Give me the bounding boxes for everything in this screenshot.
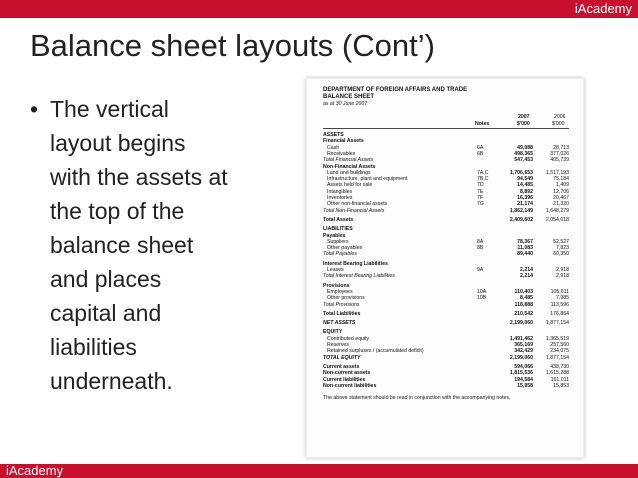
row-value-2006: 176,864	[550, 310, 569, 317]
row-note: 7D	[477, 182, 484, 189]
row-label: Other payables	[327, 245, 363, 252]
table-row	[323, 320, 569, 327]
row-value-2006: 113,596	[550, 301, 569, 308]
row-value-2007: 118,888	[514, 301, 533, 308]
row-value-2007: 11,083	[517, 245, 533, 252]
row-label: ASSETS	[323, 132, 344, 138]
row-label: Payables	[323, 232, 346, 239]
table-row	[323, 355, 569, 362]
row-value-2006: 234,075	[550, 348, 569, 355]
row-label: Non-current assets	[323, 370, 371, 377]
row-value-2007: 1,815,536	[509, 370, 533, 377]
row-value-2007: 1,862,149	[509, 207, 533, 214]
row-value-2006: 1,365,519	[545, 335, 569, 342]
row-label: Inventories	[327, 195, 353, 201]
row-value-2006: 7,823	[556, 245, 569, 252]
row-value-2006: 2,054,018	[545, 216, 569, 223]
doc-date: as at 30 June 2007	[323, 101, 368, 107]
row-label: Other provisions	[327, 295, 365, 302]
bullet-dot: •	[30, 96, 39, 122]
row-value-2007: 21,174	[517, 201, 533, 208]
row-value-2007: 2,199,060	[509, 354, 533, 361]
row-label: Total Liabilities	[323, 310, 361, 317]
row-note: 6A	[477, 144, 484, 151]
row-label: Total Provisions	[323, 301, 360, 308]
row-value-2006: 15,853	[553, 382, 569, 389]
row-value-2007: 194,584	[514, 376, 533, 383]
row-label: Intangibles	[327, 188, 353, 195]
row-value-2006: 2,918	[556, 267, 569, 273]
row-value-2006: 60,350	[553, 251, 569, 258]
row-value-2007: 15,958	[517, 382, 533, 389]
row-label: Interest Bearing Liabilities	[323, 260, 388, 267]
bullet-text	[30, 92, 285, 398]
bottom-brand-bar	[0, 464, 638, 478]
row-label: LIABILITIES	[323, 226, 353, 233]
table-row	[323, 383, 569, 390]
row-note: 10A	[477, 288, 487, 295]
row-label: Total Interest Bearing Liabilities	[323, 273, 395, 280]
slide-title: Balance sheet layouts (Cont’)	[30, 28, 435, 63]
row-value-2006: 257,560	[550, 342, 569, 348]
row-note: 8B	[477, 245, 484, 252]
bullet-line: The vertical	[50, 96, 169, 122]
row-label: Land and buildings	[327, 169, 371, 176]
row-label: TOTAL EQUITY	[323, 354, 361, 361]
row-label: Total Assets	[323, 216, 354, 223]
row-label: Cash	[327, 144, 340, 151]
row-value-2007: 49,088	[517, 144, 533, 151]
bullet-line: layout begins	[50, 130, 186, 156]
header-rule	[323, 128, 569, 129]
row-value-2006: 1,877,154	[545, 320, 569, 327]
row-label: Total Payables	[323, 251, 357, 258]
row-value-2007: 2,409,602	[509, 216, 533, 223]
row-label: Receivables	[327, 150, 356, 157]
row-value-2006: 161,011	[550, 376, 569, 383]
row-note: 10B	[477, 295, 487, 302]
top-brand-bar	[0, 0, 638, 18]
row-label: Provisions	[323, 282, 350, 289]
col-year-2007: 2007	[518, 114, 530, 120]
row-note: 8A	[477, 238, 484, 245]
row-label: Infrastructure, plant and equipment	[327, 176, 408, 183]
row-value-2007: 14,485	[517, 182, 533, 189]
row-value-2007: 498,365	[514, 150, 533, 157]
row-value-2006: 21,320	[553, 201, 569, 208]
row-label: Non-current liabilities	[323, 382, 377, 389]
table-row	[323, 217, 569, 224]
row-label: EQUITY	[323, 329, 343, 336]
row-value-2007: 2,214	[520, 267, 533, 273]
row-value-2007: 16,396	[517, 195, 533, 201]
bullet-line: capital and	[50, 300, 162, 326]
row-label: Financial Assets	[323, 138, 364, 145]
row-value-2006: 1,517,193	[545, 169, 569, 176]
bullet-line: the top of the	[50, 198, 185, 224]
row-note: 7B,C	[477, 176, 489, 183]
row-label: Other non-financial assets	[327, 201, 388, 208]
col-unit-2006: $'000	[552, 121, 565, 127]
row-label: Current assets	[323, 363, 360, 370]
row-label: Assets held for sale	[327, 182, 373, 189]
row-note: 7G	[477, 201, 484, 208]
row-value-2007: 547,453	[514, 157, 533, 164]
row-label: Current liabilities	[323, 376, 366, 383]
row-label: Suppliers	[327, 238, 349, 245]
row-value-2007: 8,485	[520, 295, 533, 302]
row-value-2007: 594,066	[514, 363, 533, 370]
table-row	[323, 273, 569, 280]
row-value-2007: 94,549	[517, 176, 533, 183]
row-label: Leases	[327, 267, 344, 273]
row-value-2006: 1,877,154	[545, 354, 569, 361]
row-label: Total Financial Assets	[323, 157, 374, 164]
row-value-2006: 1,648,279	[545, 207, 569, 214]
doc-department: DEPARTMENT OF FOREIGN AFFAIRS AND TRADE	[323, 87, 468, 93]
balance-sheet-image	[306, 78, 584, 458]
row-label: Reserves	[327, 342, 349, 348]
row-value-2006: 28,713	[553, 144, 569, 151]
row-value-2006: 377,026	[550, 150, 569, 157]
col-year-2006: 2006	[554, 114, 566, 120]
table-row	[323, 311, 569, 318]
row-value-2006: 52,527	[553, 238, 569, 245]
bullet-line: with the assets at	[50, 164, 228, 190]
bullet-line: balance sheet	[50, 232, 194, 258]
table-row	[323, 208, 569, 215]
bullet-line: and places	[50, 266, 162, 292]
row-value-2007: 365,169	[514, 342, 533, 348]
row-value-2007: 210,542	[514, 310, 533, 317]
row-value-2007: 2,214	[520, 273, 533, 280]
doc-heading: BALANCE SHEET	[323, 94, 375, 100]
row-value-2007: 1,706,653	[509, 169, 533, 176]
row-value-2007: 110,403	[514, 288, 533, 295]
row-label: NET ASSETS	[323, 320, 356, 327]
row-value-2007: 1,491,462	[509, 335, 533, 342]
row-label: Non-Financial Assets	[323, 163, 376, 170]
brand-label-bottom: iAcademy	[6, 463, 64, 478]
row-value-2006: 1,409	[556, 182, 569, 189]
row-value-2006: 105,611	[550, 288, 569, 295]
col-unit-2007: $'000	[517, 121, 530, 127]
row-value-2007: 342,429	[514, 348, 533, 355]
row-note: 7F	[477, 195, 484, 201]
table-row	[323, 251, 569, 258]
table-row	[323, 302, 569, 309]
row-value-2007: 8,892	[520, 188, 533, 195]
row-value-2007: 89,440	[517, 251, 533, 258]
col-notes: Notes	[475, 121, 490, 127]
row-label: Employees	[327, 288, 353, 295]
row-value-2006: 20,467	[553, 195, 569, 201]
row-value-2006: 2,918	[556, 273, 569, 280]
brand-label-top: iAcademy	[574, 1, 632, 16]
row-value-2007: 78,367	[517, 238, 533, 245]
row-value-2006: 405,739	[550, 157, 569, 164]
bullet-line: underneath.	[50, 368, 173, 394]
row-note: 7E	[477, 188, 484, 195]
row-label: Contributed equity	[327, 335, 370, 342]
row-value-2006: 12,706	[553, 188, 569, 195]
row-note: 7A,C	[477, 169, 489, 176]
row-value-2006: 75,184	[553, 176, 569, 183]
row-label: Total Non-Financial Assets	[323, 207, 385, 214]
doc-footnote: The above statement should be read in conjunction with the accompanying notes.	[323, 395, 511, 402]
row-value-2006: 7,985	[556, 295, 569, 302]
row-value-2006: 1,615,288	[545, 370, 569, 377]
row-note: 9A	[477, 267, 484, 273]
row-label: Retained surpluses / (accumulated deficit)	[327, 348, 424, 355]
row-note: 6B	[477, 150, 484, 157]
bullet-line: liabilities	[50, 334, 137, 360]
row-value-2007: 2,199,060	[509, 320, 533, 327]
row-value-2006: 438,730	[550, 363, 569, 370]
